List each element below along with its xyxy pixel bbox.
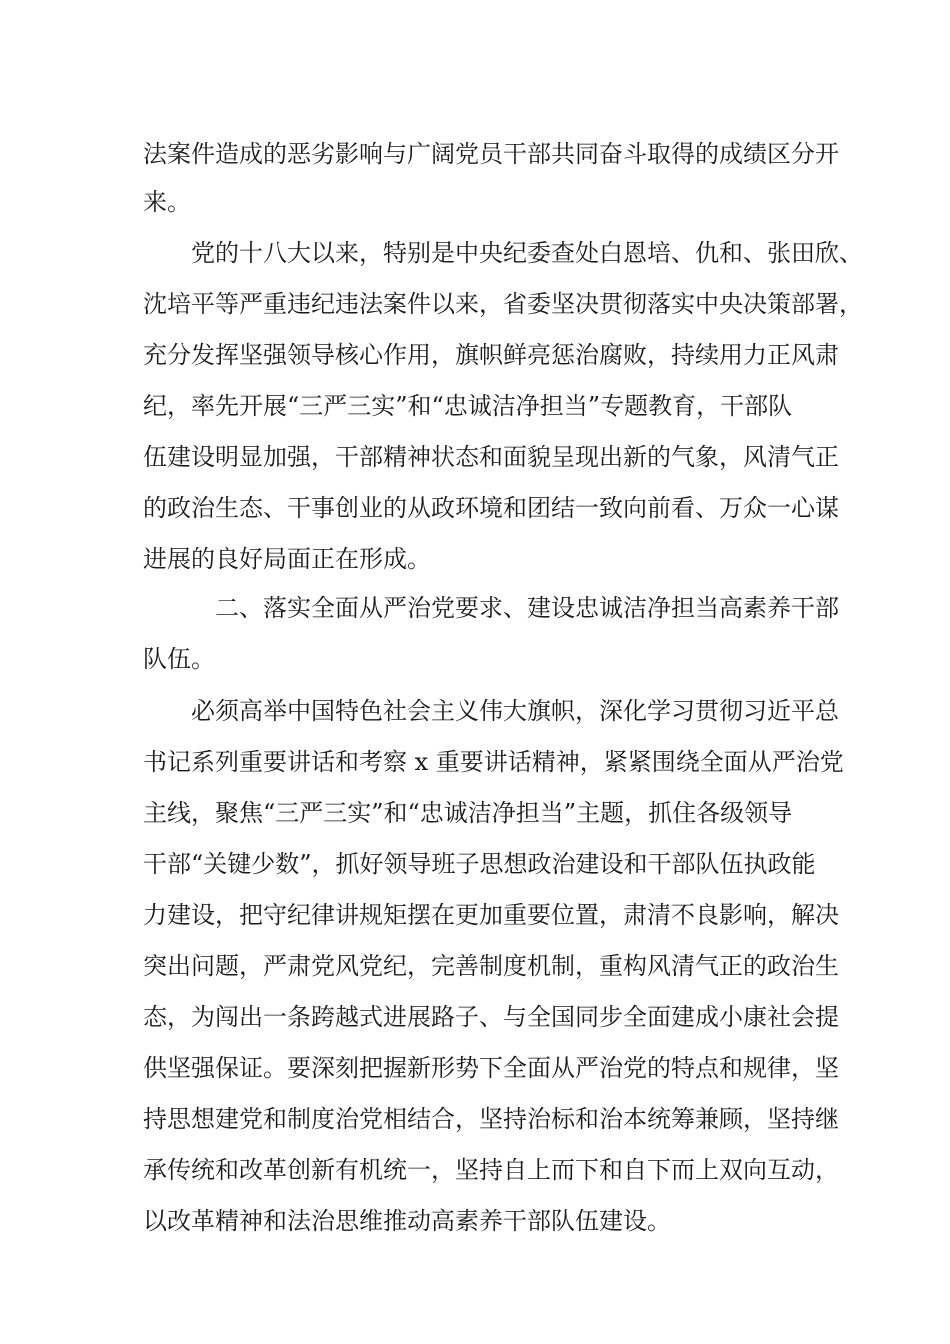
text-line: 充分发挥坚强领导核心作用，旗帜鲜亮惩治腐败，持续用力正风肃 xyxy=(143,341,839,369)
text-line: 力建设，把守纪律讲规矩摆在更加重要位置，肃清不良影响，解决 xyxy=(143,901,839,929)
text-line: 纪，率先开展“三严三实”和“忠诚洁净担当”专题教育，干部队 xyxy=(143,392,793,420)
text-line: 沈培平等严重违纪违法案件以来，省委坚决贯彻落实中央决策部署， xyxy=(143,290,863,318)
text-line: 党的十八大以来，特别是中央纪委查处白恩培、仇和、张田欣、 xyxy=(191,239,863,267)
text-line: 法案件造成的恶劣影响与广阔党员干部共同奋斗取得的成绩区分开 xyxy=(143,140,839,168)
text-line: 的政治生态、干事创业的从政环境和团结一致向前看、万众一心谋 xyxy=(143,494,839,522)
text-line: 态，为闯出一条跨越式进展路子、与全国同步全面建成小康社会提 xyxy=(143,1003,839,1031)
text-line: 干部“关键少数”，抓好领导班子思想政治建设和干部队伍执政能 xyxy=(143,850,816,878)
text-line: 书记系列重要讲话和考察 x 重要讲话精神，紧紧围绕全面从严治党 xyxy=(143,748,844,776)
text-line: 进展的良好局面正在形成。 xyxy=(143,545,431,573)
text-line: 持思想建党和制度治党相结合，坚持治标和治本统筹兼顾，坚持继 xyxy=(143,1105,839,1133)
section-heading: 二、落实全面从严治党要求、建设忠诚洁净担当高素养干部 xyxy=(215,594,839,622)
text-line: 来。 xyxy=(143,188,191,216)
text-line: 突出问题，严肃党风党纪，完善制度机制，重构风清气正的政治生 xyxy=(143,952,839,980)
text-line: 主线，聚焦“三严三实”和“忠诚洁净担当”主题，抓住各级领导 xyxy=(143,799,793,827)
section-heading: 队伍。 xyxy=(143,645,215,673)
text-line: 承传统和改革创新有机统一，坚持自上而下和自下而上双向互动， xyxy=(143,1156,839,1184)
text-line: 伍建设明显加强，干部精神状态和面貌呈现出新的气象，风清气正 xyxy=(143,443,839,471)
text-line: 供坚强保证。要深刻把握新形势下全面从严治党的特点和规律，坚 xyxy=(143,1054,839,1082)
text-line: 以改革精神和法治思维推动高素养干部队伍建设。 xyxy=(143,1207,671,1235)
text-line: 必须高举中国特色社会主义伟大旗帜，深化学习贯彻习近平总 xyxy=(191,697,839,725)
